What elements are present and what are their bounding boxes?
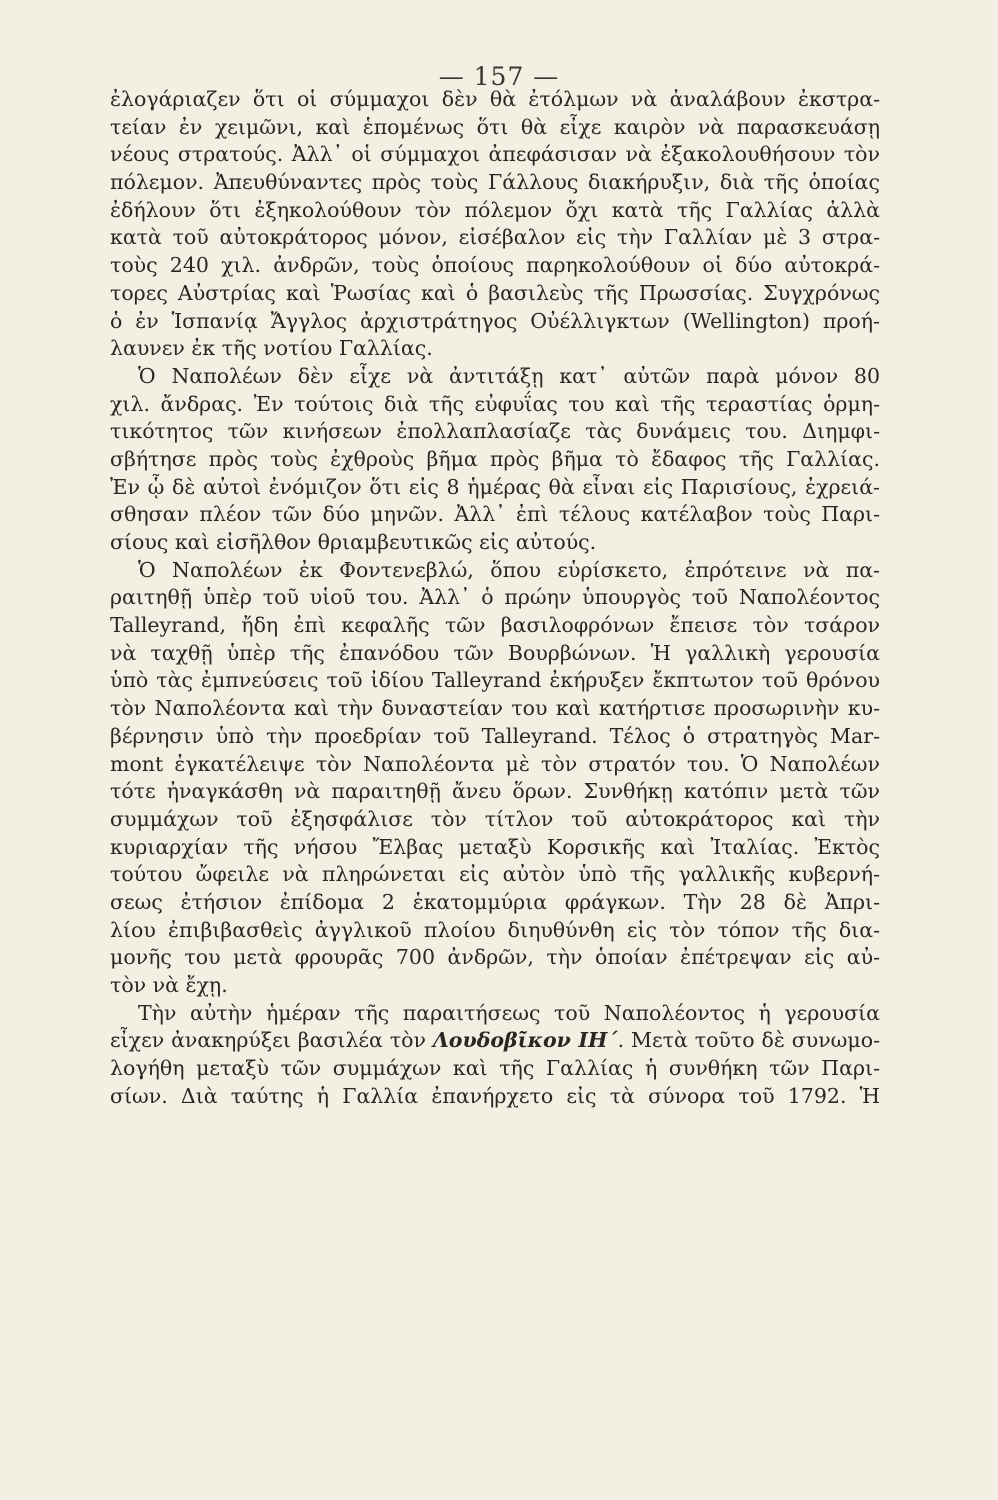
- text-line: Talleyrand, ἤδη ἐπὶ κεφαλῆς τῶν βασιλοφρόνων ἔπεισε τὸν τσάρον: [110, 613, 880, 638]
- text-line: Ἐν ᾧ δὲ αὐτοὶ ἐνόμιζον ὅτι εἰς 8 ἡμέρας θὰ εἶναι εἰς Παρισίους, ἐχρειά-: [110, 474, 880, 499]
- text-line: σθησαν πλέον τῶν δύο μηνῶν. Ἀλλ᾽ ἐπὶ τέλους κατέλαβον τοὺς Παρι-: [110, 502, 880, 527]
- page-number: — 157 —: [438, 62, 560, 91]
- text-line: Τὴν αὐτὴν ἡμέραν τῆς παραιτήσεως τοῦ Ναπολέοντος ἡ γερουσία: [138, 1000, 880, 1025]
- text-line: ραιτηθῇ ὑπὲρ τοῦ υἱοῦ του. Ἀλλ᾽ ὁ πρώην ὑπουργὸς τοῦ Ναπολέοντος: [110, 585, 880, 610]
- text-line: λίου ἐπιβιβασθεὶς ἀγγλικοῦ πλοίου διηυθύνθη εἰς τὸν τόπον τῆς δια-: [110, 917, 880, 942]
- text-line: πόλεμον. Ἀπευθύναντες πρὸς τοὺς Γάλλους διακήρυξιν, διὰ τῆς ὁποίας: [110, 170, 880, 195]
- text-line: σίους καὶ εἰσῆλθον θριαμβευτικῶς εἰς αὐτούς.: [110, 530, 597, 554]
- text-line: συμμάχων τοῦ ἐξησφάλισε τὸν τίτλον τοῦ αὐτοκράτορος καὶ τὴν: [110, 806, 880, 831]
- text-line: σεως ἐτήσιον ἐπίδομα 2 ἑκατομμύρια φράγκων. Τὴν 28 δὲ Ἀπρι-: [110, 889, 880, 914]
- text-segment: . Μετὰ τοῦτο δὲ συνωμο-: [617, 1028, 880, 1053]
- text-line: ἐλογάριαζεν ὅτι οἱ σύμμαχοι δὲν θὰ ἐτόλμων νὰ ἀναλάβουν ἐκστρα-: [110, 87, 880, 111]
- text-line: τοὺς 240 χιλ. ἀνδρῶν, τοὺς ὁποίους παρηκολούθουν οἱ δύο αὐτοκρά-: [110, 253, 880, 278]
- text-line: βέρνησιν ὑπὸ τὴν προεδρίαν τοῦ Talleyrand. Τέλος ὁ στρατηγὸς Mar-: [110, 723, 880, 748]
- text-segment: εἶχεν ἀνακηρύξει βασιλέα τὸν: [110, 1028, 433, 1053]
- text-line: τείαν ἐν χειμῶνι, καὶ ἑπομένως ὅτι θὰ εἶχε καιρὸν νὰ παρασκευάσῃ: [110, 114, 880, 139]
- text-line: νέους στρατούς. Ἀλλ᾽ οἱ σύμμαχοι ἀπεφάσισαν νὰ ἐξακολουθήσουν τὸν: [110, 142, 880, 167]
- text-line: σβήτησε πρὸς τοὺς ἐχθροὺς βῆμα πρὸς βῆμα τὸ ἔδαφος τῆς Γαλλίας.: [110, 446, 880, 471]
- text-line: [110, 1027, 880, 1055]
- text-line: τορες Αὐστρίας καὶ Ῥωσίας καὶ ὁ βασιλεὺς τῆς Πρωσσίας. Συγχρόνως: [110, 280, 880, 305]
- text-line: ὁ ἐν Ἱσπανίᾳ Ἄγγλος ἀρχιστράτηγος Οὐέλλιγκτων (Wellington) προή-: [110, 308, 880, 333]
- text-line: λογήθη μεταξὺ τῶν συμμάχων καὶ τῆς Γαλλίας ἡ συνθήκη τῶν Παρι-: [110, 1056, 880, 1081]
- text-line: ἐδήλουν ὅτι ἐξηκολούθουν τὸν πόλεμον ὄχι κατὰ τῆς Γαλλίας ἀλλὰ: [110, 197, 880, 222]
- text-line: mont ἐγκατέλειψε τὸν Ναπολέοντα μὲ τὸν στρατόν του. Ὁ Ναπολέων: [110, 751, 880, 776]
- text-line: μονῆς του μετὰ φρουρᾶς 700 ἀνδρῶν, τὴν ὁποίαν ἐπέτρεψαν εἰς αὐ-: [110, 945, 880, 970]
- text-line: τούτου ὤφειλε νὰ πληρώνεται εἰς αὐτὸν ὑπὸ τῆς γαλλικῆς κυβερνή-: [110, 862, 880, 887]
- text-line: Ὁ Ναπολέων δὲν εἶχε νὰ ἀντιτάξῃ κατ᾽ αὐτῶν παρὰ μόνον 80: [138, 363, 880, 388]
- text-line: Ὁ Ναπολέων ἐκ Φοντενεβλώ, ὅπου εὑρίσκετο, ἐπρότεινε νὰ πα-: [138, 557, 880, 582]
- text-line: σίων. Διὰ ταύτης ἡ Γαλλία ἐπανήρχετο εἰς τὰ σύνορα τοῦ 1792. Ἡ: [110, 1083, 880, 1108]
- text-line: τότε ἠναγκάσθη νὰ παραιτηθῇ ἄνευ ὅρων. Συνθήκῃ κατόπιν μετὰ τῶν: [110, 779, 880, 804]
- body-text: [110, 86, 880, 1110]
- text-line: χιλ. ἄνδρας. Ἐν τούτοις διὰ τῆς εὐφυΐας του καὶ τῆς τεραστίας ὁρμη-: [110, 391, 880, 416]
- text-line: λαυνεν ἐκ τῆς νοτίου Γαλλίας.: [110, 336, 433, 361]
- text-line: τὸν Ναπολέοντα καὶ τὴν δυναστείαν του καὶ κατήρτισε προσωρινὴν κυ-: [110, 696, 880, 721]
- text-line: κατὰ τοῦ αὐτοκράτορος μόνον, εἰσέβαλον εἰς τὴν Γαλλίαν μὲ 3 στρα-: [110, 225, 880, 250]
- text-line: τὸν νὰ ἔχῃ.: [110, 973, 228, 997]
- text-line: ὑπὸ τὰς ἐμπνεύσεις τοῦ ἰδίου Talleyrand ἐκήρυξεν ἔκπτωτον τοῦ θρόνου: [110, 668, 880, 693]
- emphasized-name: Λουδοβῖκον ΙΗ΄: [432, 1028, 618, 1053]
- text-line: νὰ ταχθῇ ὑπὲρ τῆς ἐπανόδου τῶν Βουρβώνων. Ἡ γαλλικὴ γερουσία: [110, 640, 880, 665]
- text-line: κυριαρχίαν τῆς νήσου Ἔλβας μεταξὺ Κορσικῆς καὶ Ἰταλίας. Ἐκτὸς: [110, 834, 880, 859]
- text-line: τικότητος τῶν κινήσεων ἐπολλαπλασίαζε τὰς δυνάμεις του. Διημφι-: [110, 419, 880, 444]
